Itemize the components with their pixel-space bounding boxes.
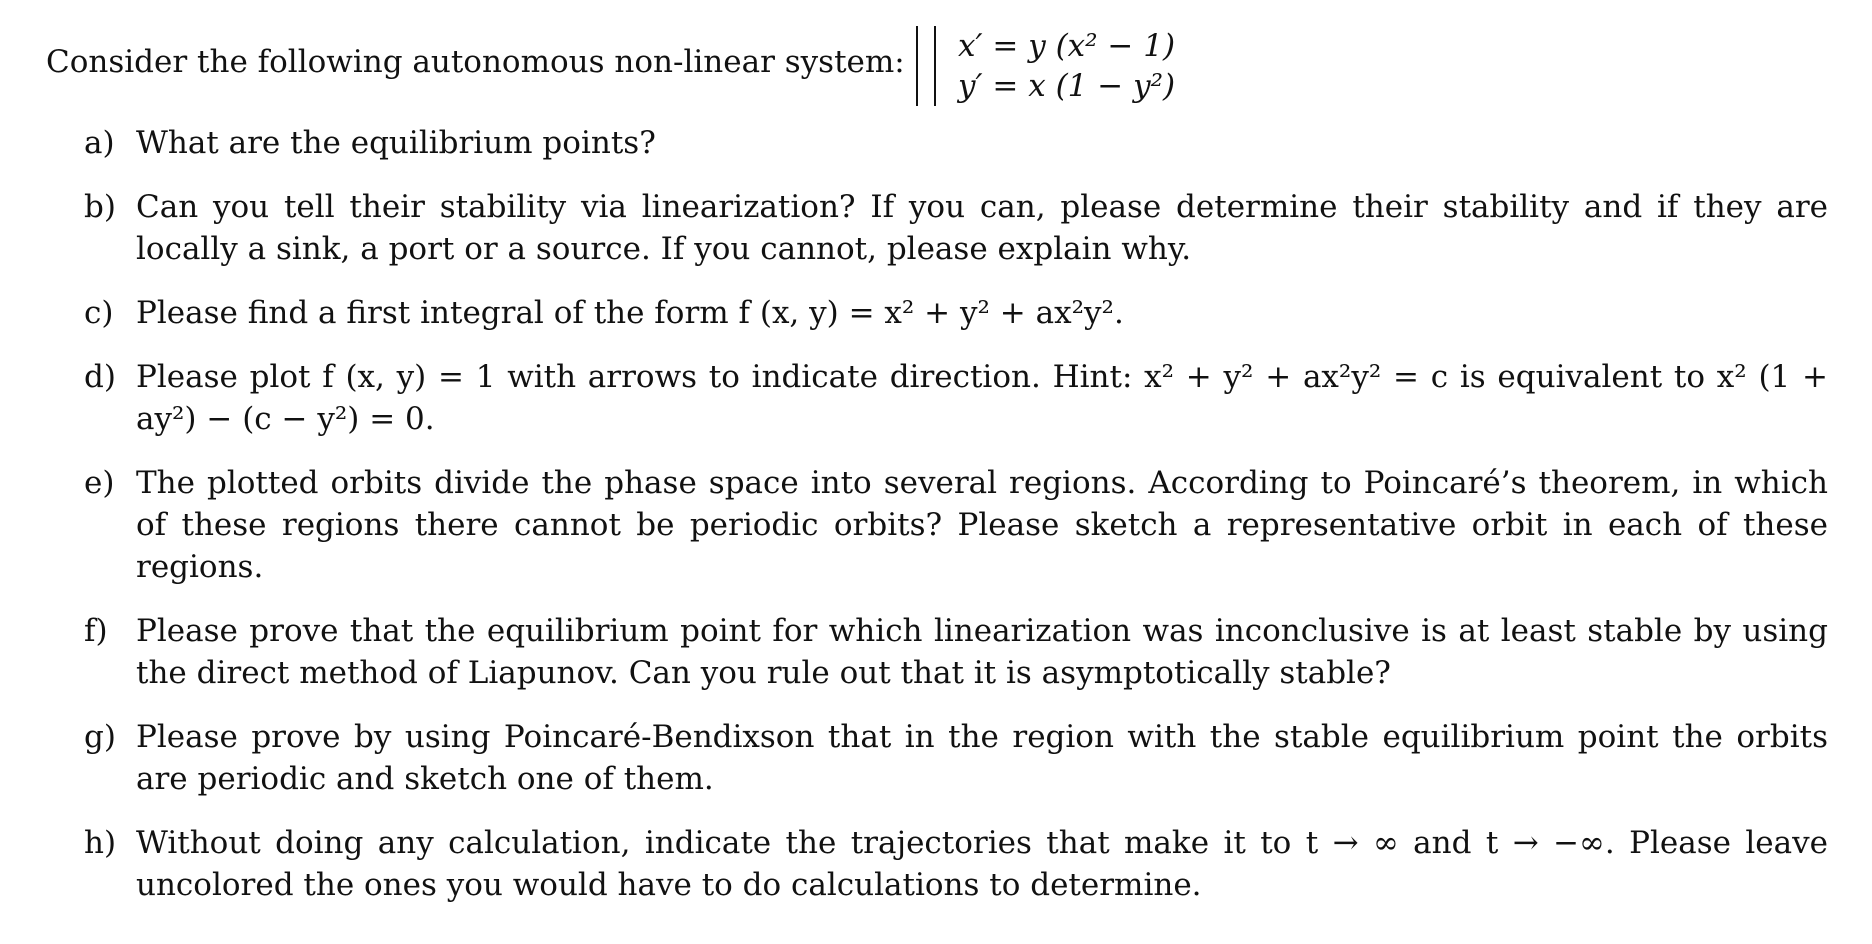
question-label: f) xyxy=(84,613,108,649)
equation-y-prime: y′ = x (1 − y²) xyxy=(958,68,1176,104)
question-label: h) xyxy=(84,825,117,861)
question-item-d xyxy=(84,356,1828,440)
intro-text: Consider the following autonomous non-linear system: xyxy=(46,44,905,80)
question-label: d) xyxy=(84,359,116,395)
question-text: The plotted orbits divide the phase space into several regions. According to Poincaré’s theorem, in which of these regions there cannot be periodic orbits? Please sketch a representative orbit in each of these regions. xyxy=(136,465,1828,585)
equation-x-prime: x′ = y (x² − 1) xyxy=(958,28,1176,64)
system-bracket xyxy=(916,26,936,106)
intro-row xyxy=(46,26,1546,106)
question-label: g) xyxy=(84,719,116,755)
question-label: b) xyxy=(84,189,116,225)
equation-lines xyxy=(958,26,1175,106)
question-label: a) xyxy=(84,125,115,161)
question-item-b xyxy=(84,186,1828,270)
question-text: Please prove by using Poincaré-Bendixson that in the region with the stable equilibrium point the orbits are periodic and sketch one of them. xyxy=(136,719,1828,797)
question-list xyxy=(84,122,1828,928)
question-text: Please plot f (x, y) = 1 with arrows to indicate direction. Hint: x² + y² + ax²y² = c is equivalent to x² (1 + ay²) − (c − y²) = 0. xyxy=(136,359,1828,437)
question-label: e) xyxy=(84,465,115,501)
question-text: Can you tell their stability via linearization? If you can, please determine their stability and if they are locally a sink, a port or a source. If you cannot, please explain why. xyxy=(136,189,1828,267)
question-item-c xyxy=(84,292,1828,334)
question-item-a xyxy=(84,122,1828,164)
question-text: What are the equilibrium points? xyxy=(136,125,656,161)
question-label: c) xyxy=(84,295,114,331)
equation-system xyxy=(916,26,1175,106)
question-text: Without doing any calculation, indicate the trajectories that make it to t → ∞ and t → −∞. Please leave uncolored the ones you would have to do calculations to determine. xyxy=(136,825,1828,903)
question-text: Please find a first integral of the form f (x, y) = x² + y² + ax²y². xyxy=(136,295,1124,331)
question-item-g xyxy=(84,716,1828,800)
question-item-h xyxy=(84,822,1828,906)
question-item-e xyxy=(84,462,1828,588)
question-item-f xyxy=(84,610,1828,694)
question-text: Please prove that the equilibrium point for which linearization was inconclusive is at least stable by using the direct method of Liapunov. Can you rule out that it is asymptotically stable? xyxy=(136,613,1828,691)
